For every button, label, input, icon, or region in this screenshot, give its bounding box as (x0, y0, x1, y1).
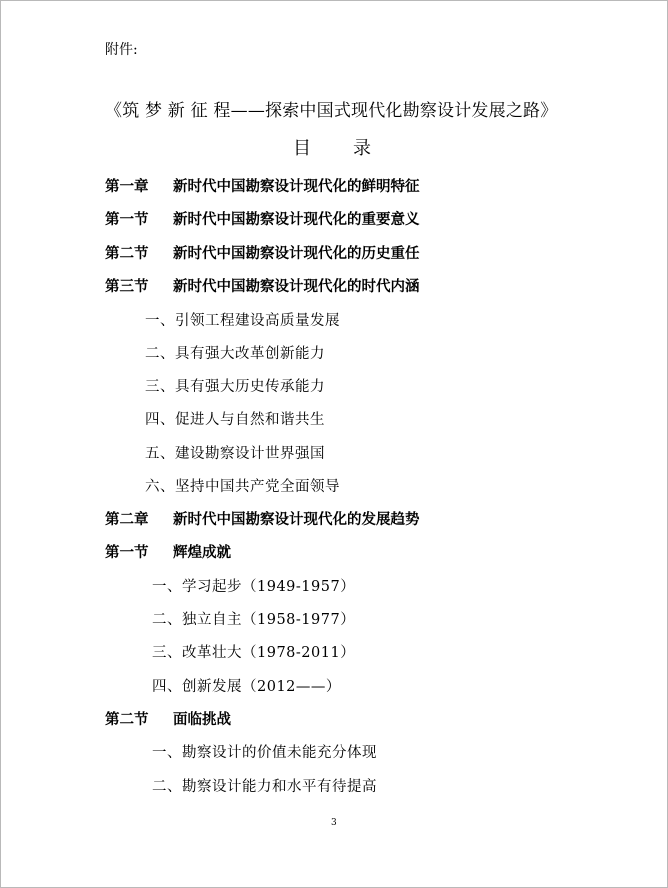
toc-item: 三、改革壮大（1978-2011） (152, 645, 356, 661)
toc-entry-text: 新时代中国勘察设计现代化的鲜明特征 (173, 178, 420, 195)
toc-item: 一、学习起步（1949-1957） (152, 579, 356, 595)
toc-item: 六、坚持中国共产党全面领导 (145, 479, 340, 495)
toc-section-2-2 (105, 713, 231, 728)
toc-entry-label: 第一节 (105, 211, 149, 228)
toc-section-1-2 (105, 247, 420, 262)
toc-item: 二、独立自主（1958-1977） (152, 612, 356, 628)
toc-item: 二、具有强大改革创新能力 (145, 346, 325, 362)
toc-section-1-1 (105, 213, 420, 228)
toc-item: 四、创新发展（2012——） (152, 679, 341, 695)
toc-section-2-1 (105, 546, 231, 561)
toc-entry-text: 面临挑战 (173, 711, 231, 728)
document-title: 《筑 梦 新 征 程——探索中国式现代化勘察设计发展之路》 (105, 101, 558, 121)
toc-item: 四、促进人与自然和谐共生 (145, 412, 325, 428)
toc-section-1-3 (105, 280, 420, 295)
toc-entry-text: 新时代中国勘察设计现代化的时代内涵 (173, 278, 420, 295)
toc-entry-label: 第二节 (105, 245, 149, 262)
toc-entry-label: 第三节 (105, 278, 149, 295)
toc-item: 二、勘察设计能力和水平有待提高 (152, 779, 377, 795)
toc-entry-label: 第一节 (105, 544, 149, 561)
toc-chapter-2 (105, 513, 420, 528)
toc-heading: 目录 (293, 138, 413, 159)
toc-entry-label: 第二节 (105, 711, 149, 728)
toc-item: 五、建设勘察设计世界强国 (145, 446, 325, 462)
toc-entry-label: 第一章 (105, 178, 149, 195)
toc-entry-text: 辉煌成就 (173, 544, 231, 561)
toc-entry-text: 新时代中国勘察设计现代化的重要意义 (173, 211, 420, 228)
toc-entry-label: 第二章 (105, 511, 149, 528)
page-number: 3 (331, 818, 337, 828)
attachment-label: 附件: (105, 42, 138, 58)
toc-item: 三、具有强大历史传承能力 (145, 379, 325, 395)
toc-entry-text: 新时代中国勘察设计现代化的发展趋势 (173, 511, 420, 528)
toc-item: 一、引领工程建设高质量发展 (145, 313, 340, 329)
toc-entry-text: 新时代中国勘察设计现代化的历史重任 (173, 245, 420, 262)
toc-item: 一、勘察设计的价值未能充分体现 (152, 745, 377, 761)
toc-chapter-1 (105, 180, 420, 195)
